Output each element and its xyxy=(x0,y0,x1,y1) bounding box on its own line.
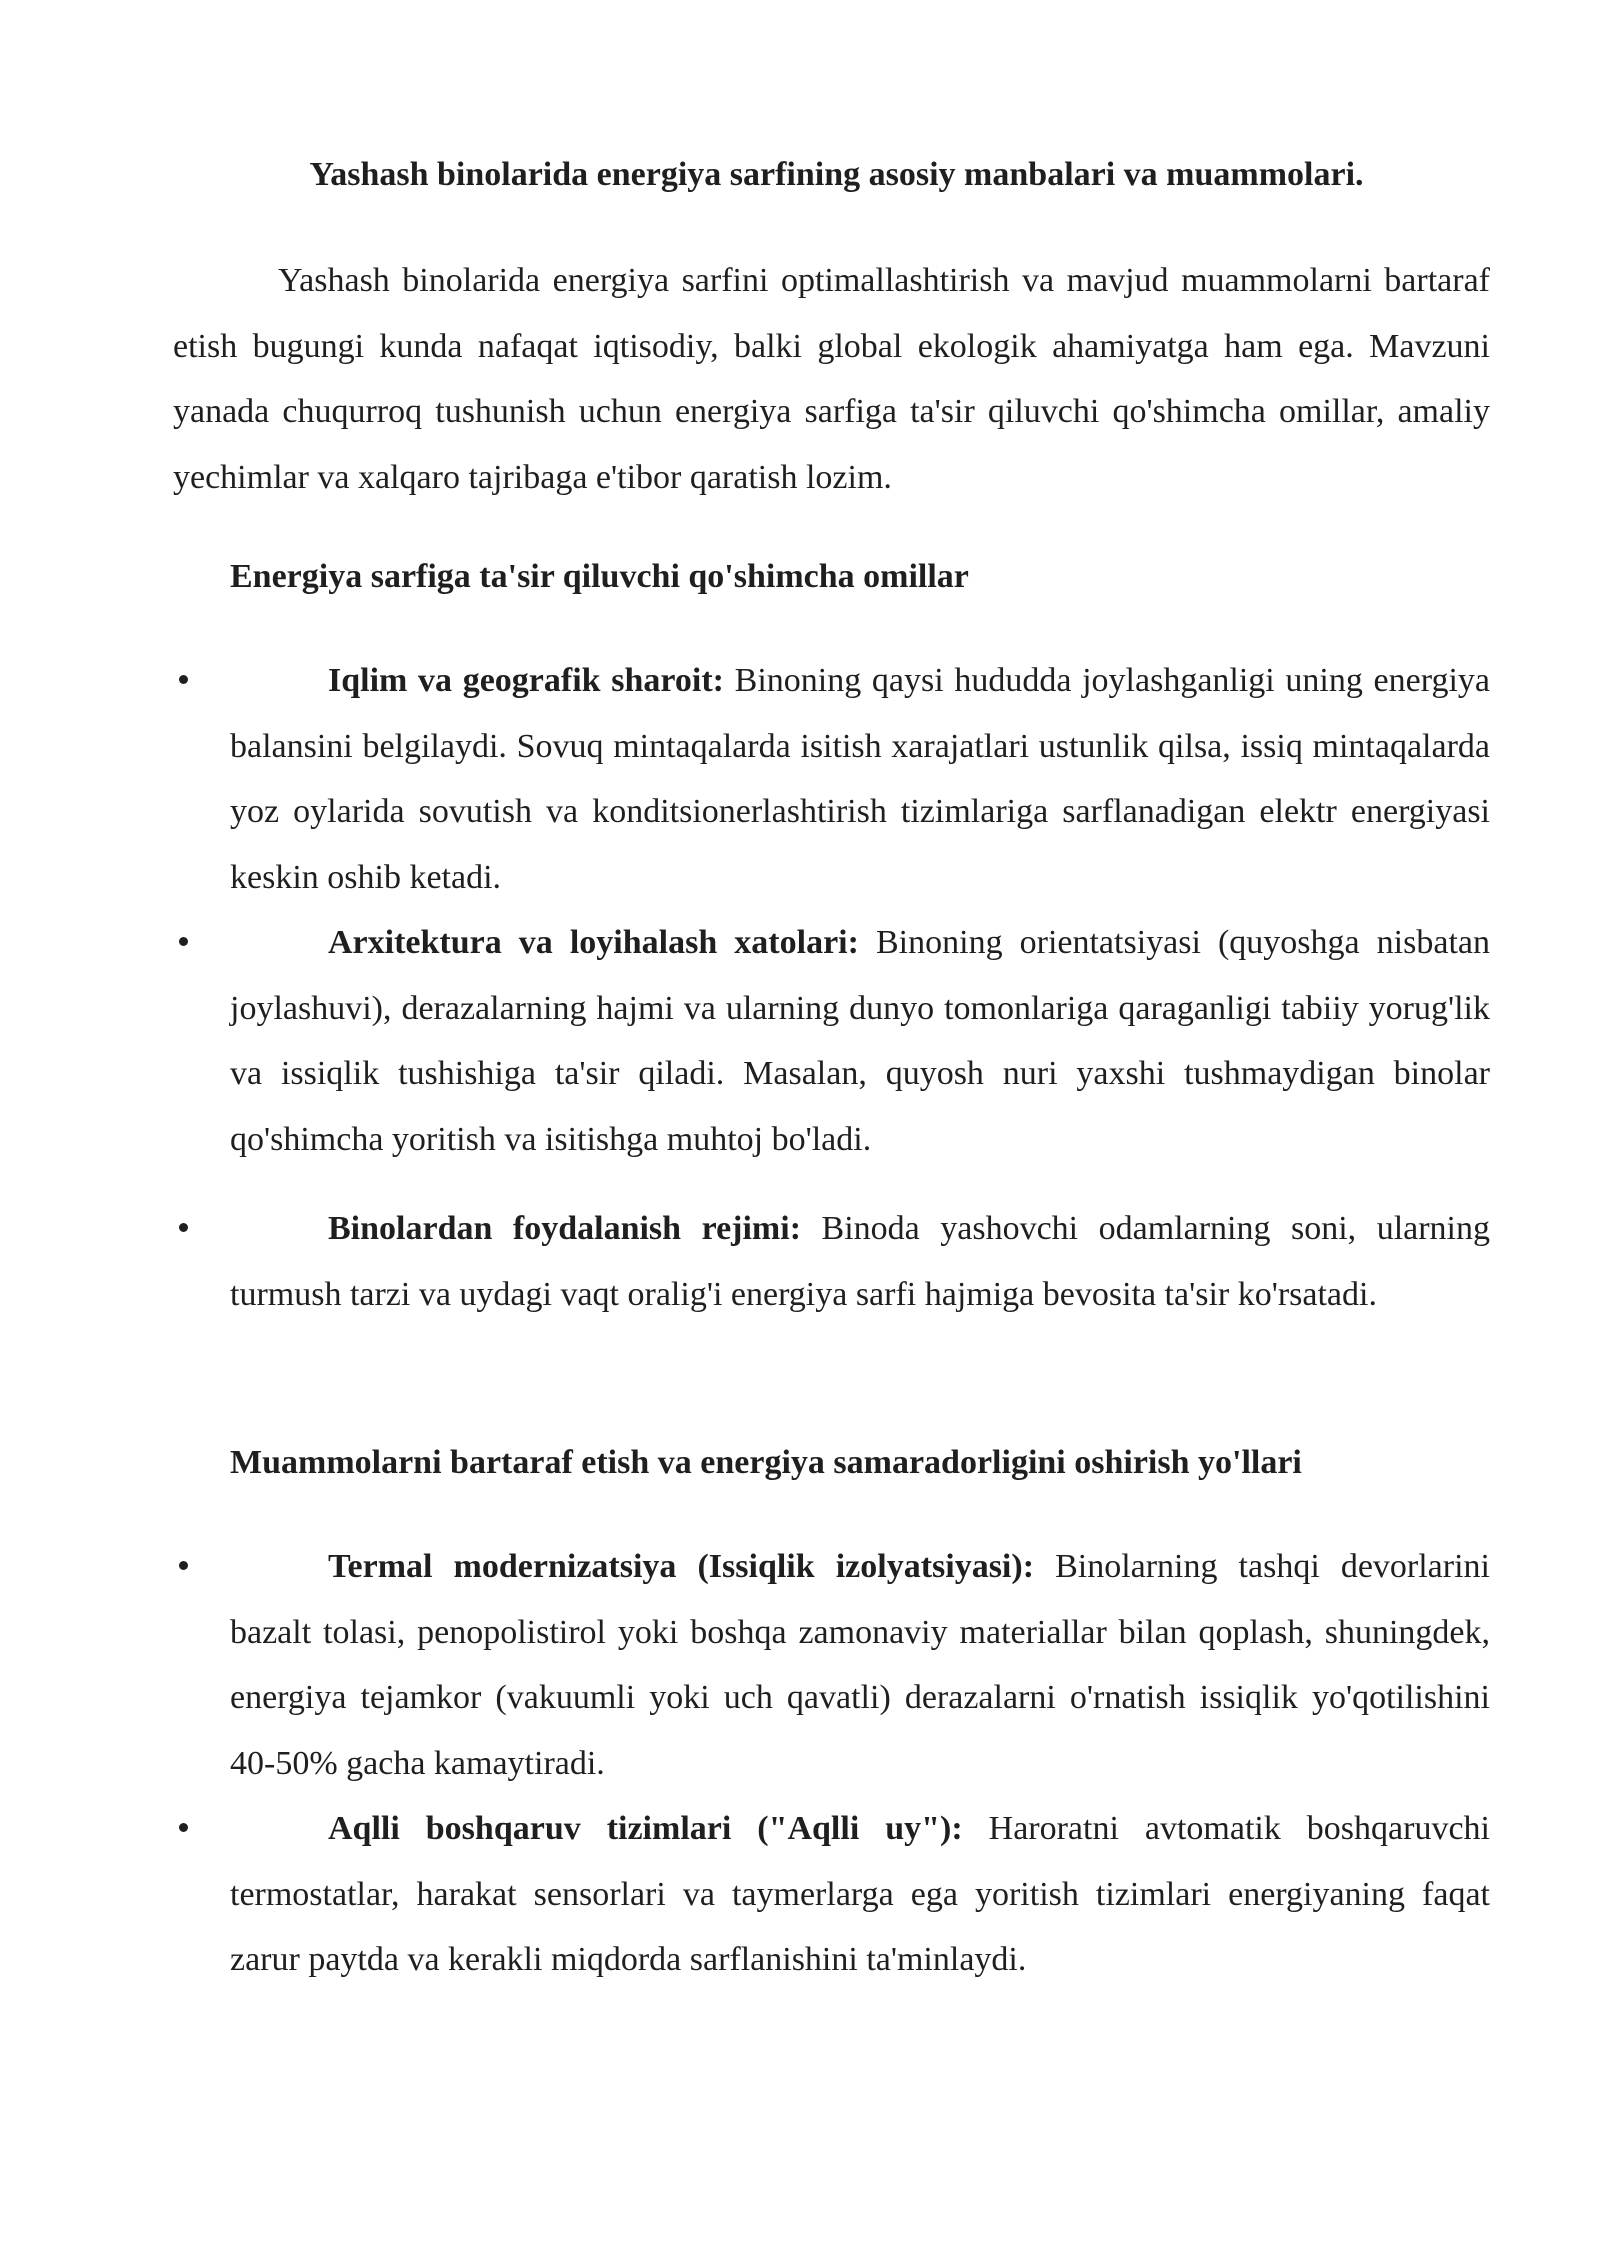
list-item-description: Binolarning tashqi devorlarini bazalt tolasi, penopolistirol yoki boshqa zamonaviy materiallar bilan qoplash, shuningdek, energiya tejamkor (vakuumli yoki uch qavatli) derazalarni o'rnatish issiqlik yo'qotilishini 40-50% gacha kamaytiradi. xyxy=(230,1548,1490,1782)
section-heading-solutions: Muammolarni bartaraf etish va energiya samaradorligini oshirish yo'llari xyxy=(230,1444,1302,1481)
list-item-term: Binolardan foydalanish rejimi: xyxy=(328,1210,802,1247)
bullet-icon xyxy=(179,937,188,946)
document-title: Yashash binolarida energiya sarfining asosiy manbalari va muammolari. xyxy=(309,156,1364,193)
bullet-icon xyxy=(179,1223,188,1232)
bullet-icon xyxy=(179,1823,188,1832)
intro-paragraph: Yashash binolarida energiya sarfini optimallashtirish va mavjud muammolarni bartaraf etish bugungi kunda nafaqat iqtisodiy, balki global ekologik ahamiyatga ham ega. Mavzuni yanada chuqurroq tushunish uchun energiya sarfiga ta'sir qiluvchi qo'shimcha omillar, amaliy yechimlar va xalqaro tajribaga e'tibor qaratish lozim. xyxy=(173,262,1490,496)
list-item-term: Aqlli boshqaruv tizimlari ("Aqlli uy"): xyxy=(328,1810,963,1847)
list-item-description: Binoda yashovchi odamlarning soni, ularning turmush tarzi va uydagi vaqt oralig'i energiya sarfi hajmiga bevosita ta'sir ko'rsatadi. xyxy=(230,1210,1490,1313)
list-item-text xyxy=(230,1796,1490,1993)
list-item-term: Iqlim va geografik sharoit: xyxy=(328,662,724,699)
bullet-icon xyxy=(179,675,188,684)
list-item-description: Binoning orientatsiyasi (quyoshga nisbatan joylashuvi), derazalarning hajmi va ularning dunyo tomonlariga qaraganligi tabiiy yorug'lik va issiqlik tushishiga ta'sir qiladi. Masalan, quyosh nuri yaxshi tushmaydigan binolar qo'shimcha yoritish va isitishga muhtoj bo'ladi. xyxy=(230,924,1490,1158)
list-item-text xyxy=(230,648,1490,910)
list-item-term: Arxitektura va loyihalash xatolari: xyxy=(328,924,859,961)
list-item-text xyxy=(230,910,1490,1172)
section-heading-factors: Energiya sarfiga ta'sir qiluvchi qo'shimcha omillar xyxy=(230,558,969,595)
list-item-text xyxy=(230,1196,1490,1327)
list-item-description: Binoning qaysi hududda joylashganligi uning energiya balansini belgilaydi. Sovuq mintaqalarda isitish xarajatlari ustunlik qilsa, issiq mintaqalarda yoz oylarida sovutish va konditsionerlashtirish tizimlariga sarflanadigan elektr energiyasi keskin oshib ketadi. xyxy=(230,662,1490,896)
list-item-description: Haroratni avtomatik boshqaruvchi termostatlar, harakat sensorlari va taymerlarga ega yoritish tizimlari energiyaning faqat zarur paytda va kerakli miqdorda sarflanishini ta'minlaydi. xyxy=(230,1810,1490,1978)
list-item-term: Termal modernizatsiya (Issiqlik izolyatsiyasi): xyxy=(328,1548,1035,1585)
bullet-icon xyxy=(179,1561,188,1570)
list-item-text xyxy=(230,1534,1490,1796)
